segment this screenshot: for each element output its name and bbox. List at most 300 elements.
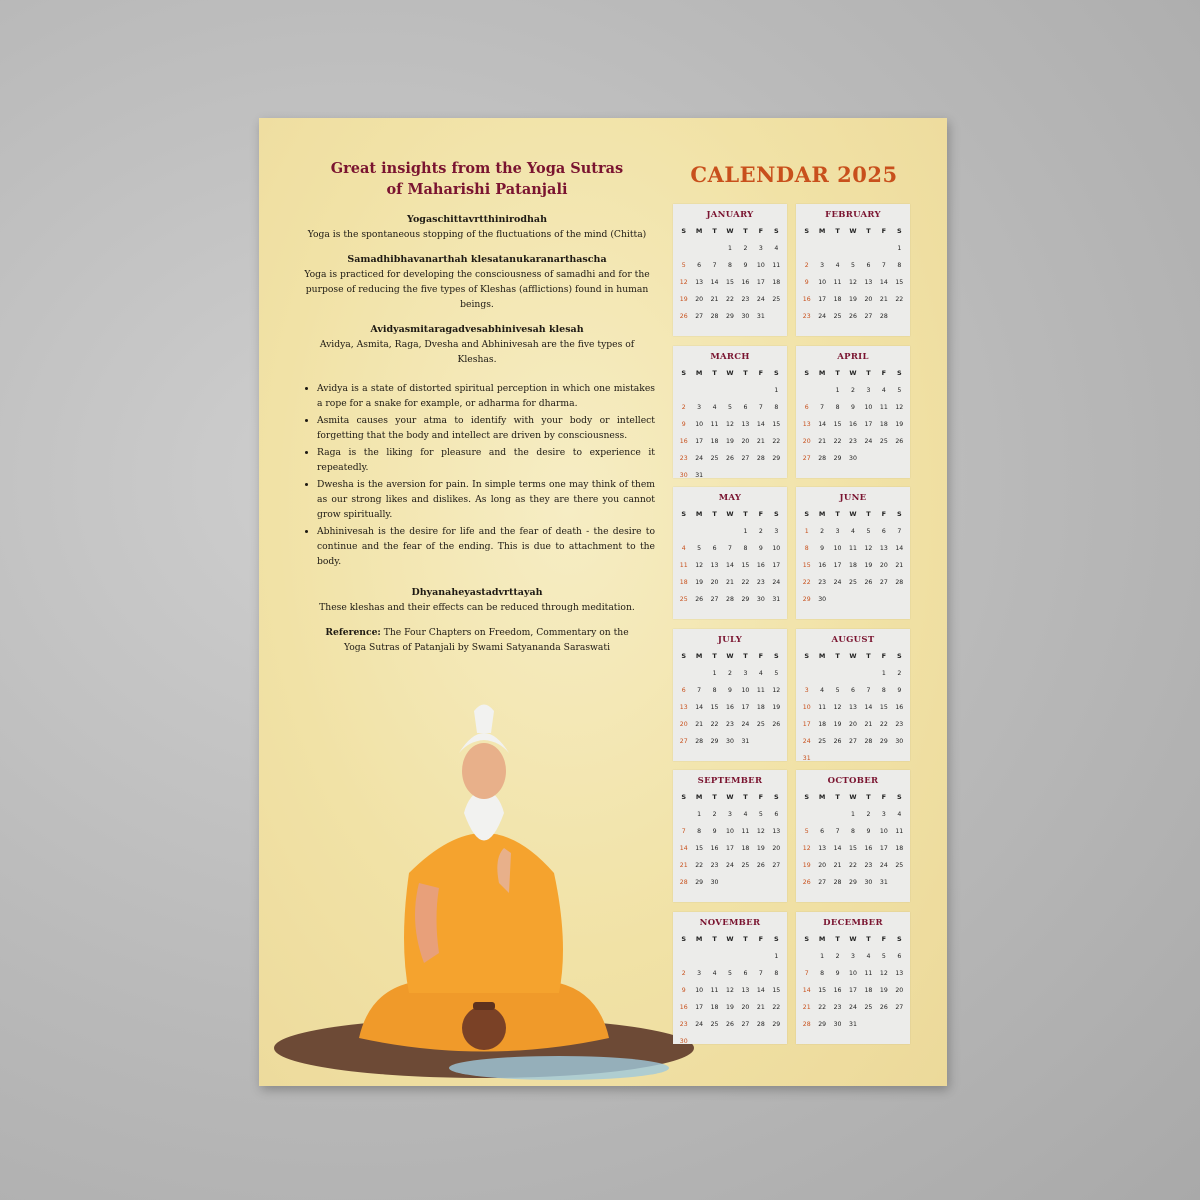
weekday-label: W — [726, 227, 734, 235]
day-cell: 25 — [864, 1003, 873, 1011]
day-cell: 19 — [879, 986, 888, 994]
day-grid — [799, 222, 907, 325]
day-cell: 10 — [756, 262, 765, 269]
day-cell: 7 — [681, 828, 686, 835]
day-cell: 20 — [772, 845, 781, 852]
day-cell: 6 — [820, 828, 825, 835]
day-cell: 29 — [741, 596, 750, 603]
day-cell: 22 — [849, 862, 857, 869]
day-cell: 16 — [818, 562, 827, 569]
sutra-4-title: Dhyanaheyastadvrttayah — [411, 587, 543, 598]
weekday-label: S — [804, 934, 810, 943]
day-cell: 4 — [758, 669, 763, 677]
empty-cell — [676, 665, 691, 682]
day-cell: 23 — [895, 720, 904, 728]
day-cell: 21 — [818, 437, 827, 445]
day-cell: 8 — [820, 969, 825, 977]
month-name: SEPTEMBER — [697, 776, 763, 786]
day-grid — [799, 930, 907, 1033]
empty-cell — [691, 523, 706, 540]
day-cell: 13 — [679, 703, 688, 711]
month-name: JULY — [717, 634, 743, 645]
day-cell: 17 — [695, 437, 704, 445]
day-cell: 28 — [895, 579, 904, 586]
day-cell: 13 — [879, 545, 888, 552]
day-cell: 28 — [710, 313, 719, 320]
day-cell: 12 — [695, 562, 704, 569]
day-cell: 22 — [726, 296, 734, 303]
empty-cell — [738, 948, 753, 965]
day-cell: 26 — [802, 879, 811, 886]
day-cell: 29 — [879, 737, 888, 745]
empty-cell — [799, 382, 814, 399]
empty-cell — [676, 523, 691, 540]
day-cell: 30 — [726, 737, 734, 745]
empty-cell — [722, 382, 737, 399]
day-cell: 7 — [897, 528, 902, 535]
day-cell: 2 — [712, 811, 717, 818]
day-cell: 30 — [679, 1037, 688, 1045]
sutra-4-text: These kleshas and their effects can be reduced through meditation. — [319, 602, 635, 613]
day-cell: 1 — [774, 952, 779, 960]
month-name: FEBRUARY — [825, 210, 881, 220]
day-cell: 30 — [756, 596, 765, 603]
day-cell: 3 — [697, 403, 702, 411]
day-cell: 16 — [849, 420, 857, 428]
day-cell: 18 — [756, 703, 765, 711]
day-cell: 13 — [895, 969, 904, 977]
day-cell: 20 — [849, 720, 857, 728]
day-cell: 29 — [695, 879, 704, 886]
day-cell: 25 — [818, 737, 827, 745]
day-cell: 12 — [849, 279, 857, 286]
day-cell: 30 — [818, 596, 827, 603]
day-cell: 27 — [802, 454, 811, 462]
day-cell: 22 — [741, 579, 750, 586]
day-cell: 21 — [756, 1003, 765, 1011]
day-cell: 10 — [772, 545, 781, 552]
day-cell: 7 — [820, 403, 825, 411]
month-name: DECEMBER — [823, 917, 883, 928]
day-cell: 14 — [879, 279, 888, 286]
day-cell: 27 — [679, 737, 688, 745]
weekday-label: T — [712, 651, 717, 660]
month-october — [796, 770, 910, 902]
sutra-2-title: Samadhibhavanarthah klesatanukaranarthascha — [347, 254, 607, 265]
day-cell: 30 — [833, 1020, 842, 1028]
sutra-3-text: Avidya, Asmita, Raga, Dvesha and Abhinivesah are the five types of Kleshas. — [319, 339, 635, 365]
day-cell: 28 — [679, 879, 688, 886]
day-cell: 8 — [851, 828, 855, 835]
day-cell: 10 — [833, 545, 842, 552]
day-grid — [799, 364, 907, 467]
day-cell: 7 — [758, 403, 763, 411]
day-cell: 9 — [681, 986, 686, 994]
day-cell: 24 — [833, 579, 842, 586]
day-cell: 3 — [804, 686, 809, 694]
day-cell: 9 — [866, 828, 871, 835]
weekday-label: T — [743, 227, 748, 235]
day-cell: 3 — [697, 969, 702, 977]
day-cell: 10 — [849, 969, 857, 977]
sutra-1-text: Yoga is the spontaneous stopping of the fluctuations of the mind (Chitta) — [307, 229, 647, 240]
weekday-label: M — [695, 510, 703, 518]
month-september — [673, 770, 787, 902]
day-cell: 22 — [772, 437, 781, 445]
day-cell: 29 — [710, 737, 719, 745]
weekday-label: F — [881, 227, 887, 235]
day-cell: 4 — [835, 262, 840, 269]
month-march — [673, 346, 787, 478]
day-cell: 2 — [758, 528, 763, 535]
weekday-label: T — [835, 510, 840, 518]
day-cell: 5 — [835, 686, 840, 694]
day-cell: 23 — [710, 862, 719, 869]
day-cell: 24 — [772, 579, 781, 586]
day-cell: 17 — [772, 562, 781, 569]
day-cell: 29 — [849, 879, 857, 886]
month-july — [673, 629, 787, 761]
weekday-label: W — [726, 793, 734, 801]
day-cell: 25 — [710, 1020, 719, 1028]
day-cell: 19 — [756, 845, 765, 852]
reference-text: The Four Chapters on Freedom, Commentary on the Yoga Sutras of Patanjali by Swami Satyananda Saraswati — [343, 627, 629, 653]
day-cell: 2 — [820, 528, 825, 535]
day-cell: 30 — [679, 471, 688, 479]
day-cell: 27 — [772, 862, 781, 869]
day-cell: 27 — [695, 313, 704, 320]
day-cell: 9 — [835, 969, 840, 977]
day-cell: 3 — [743, 669, 748, 677]
weekday-label: T — [712, 368, 717, 377]
day-cell: 11 — [679, 562, 688, 569]
day-cell: 2 — [835, 952, 840, 960]
day-cell: 20 — [695, 296, 704, 303]
day-cell: 18 — [895, 845, 904, 852]
day-cell: 6 — [774, 811, 779, 818]
month-august — [796, 629, 910, 761]
weekday-label: M — [818, 651, 826, 660]
day-cell: 14 — [695, 703, 704, 711]
weekday-label: M — [818, 793, 826, 801]
day-cell: 29 — [818, 1020, 827, 1028]
day-cell: 13 — [772, 828, 781, 835]
day-cell: 30 — [864, 879, 873, 886]
day-cell: 20 — [741, 1003, 750, 1011]
day-cell: 26 — [895, 437, 904, 445]
day-cell: 20 — [864, 296, 873, 303]
empty-cell — [814, 665, 829, 682]
weekday-label: M — [695, 651, 703, 660]
day-cell: 16 — [864, 845, 873, 852]
weekday-label: T — [866, 510, 871, 518]
day-cell: 3 — [835, 528, 840, 535]
day-cell: 26 — [695, 596, 704, 603]
day-cell: 31 — [756, 313, 765, 320]
day-cell: 26 — [756, 862, 765, 869]
day-cell: 15 — [818, 986, 827, 994]
weekday-label: F — [758, 793, 764, 801]
empty-cell — [676, 382, 691, 399]
day-cell: 11 — [710, 420, 719, 428]
day-cell: 17 — [756, 279, 765, 286]
day-cell: 1 — [897, 245, 902, 252]
day-cell: 24 — [864, 437, 873, 445]
day-cell: 21 — [864, 720, 873, 728]
day-cell: 13 — [818, 845, 827, 852]
day-cell: 15 — [849, 845, 857, 852]
weekday-label: T — [743, 510, 748, 518]
day-cell: 20 — [802, 437, 811, 445]
weekday-label: W — [726, 651, 734, 660]
day-cell: 22 — [695, 862, 704, 869]
weekday-label: S — [896, 934, 902, 943]
day-cell: 11 — [756, 686, 765, 694]
day-cell: 9 — [820, 545, 825, 552]
day-cell: 25 — [833, 313, 842, 320]
month-january — [673, 204, 787, 336]
empty-cell — [676, 948, 691, 965]
day-cell: 21 — [710, 296, 719, 303]
day-cell: 4 — [866, 952, 871, 960]
day-cell: 14 — [726, 562, 734, 569]
day-cell: 2 — [866, 811, 871, 818]
weekday-label: F — [758, 510, 764, 518]
day-grid — [676, 788, 784, 891]
day-cell: 1 — [881, 669, 886, 677]
day-cell: 15 — [802, 562, 811, 569]
day-cell: 28 — [818, 454, 827, 462]
day-cell: 5 — [758, 811, 763, 818]
day-cell: 30 — [895, 737, 904, 745]
weekday-label: S — [681, 934, 687, 943]
weekday-label: T — [743, 651, 748, 660]
day-cell: 11 — [833, 279, 842, 286]
empty-cell — [722, 523, 737, 540]
empty-cell — [861, 240, 876, 257]
month-name: NOVEMBER — [699, 917, 761, 928]
reference-label: Reference: — [325, 627, 381, 638]
day-cell: 17 — [818, 296, 827, 303]
empty-cell — [691, 948, 706, 965]
day-cell: 17 — [695, 1003, 704, 1011]
weekday-label: S — [896, 227, 902, 235]
empty-cell — [753, 948, 768, 965]
day-cell: 28 — [879, 313, 888, 320]
day-cell: 14 — [756, 420, 765, 428]
day-cell: 22 — [895, 296, 904, 303]
day-cell: 14 — [895, 545, 904, 552]
day-cell: 13 — [695, 279, 704, 286]
day-cell: 4 — [851, 528, 855, 535]
day-cell: 23 — [864, 862, 873, 869]
weekday-label: F — [758, 227, 764, 235]
weekday-label: S — [896, 651, 902, 660]
day-cell: 26 — [726, 454, 734, 462]
empty-cell — [676, 240, 691, 257]
weekday-label: T — [712, 227, 717, 235]
empty-cell — [707, 382, 722, 399]
day-cell: 25 — [849, 579, 857, 586]
day-cell: 9 — [897, 686, 902, 694]
day-cell: 16 — [895, 703, 904, 711]
day-cell: 4 — [820, 686, 825, 694]
day-grid — [799, 505, 907, 608]
day-cell: 13 — [710, 562, 719, 569]
day-cell: 24 — [741, 720, 750, 728]
weekday-label: W — [849, 934, 857, 943]
day-cell: 19 — [802, 862, 811, 869]
day-grid — [799, 647, 907, 767]
day-cell: 6 — [743, 969, 748, 977]
day-cell: 28 — [833, 879, 842, 886]
empty-cell — [814, 382, 829, 399]
weekday-label: W — [726, 934, 734, 943]
weekday-label: F — [758, 934, 764, 943]
day-cell: 26 — [772, 720, 781, 728]
day-cell: 9 — [681, 420, 686, 428]
day-cell: 1 — [697, 811, 702, 818]
day-cell: 1 — [804, 528, 809, 535]
day-cell: 26 — [679, 313, 688, 320]
day-cell: 14 — [679, 845, 688, 852]
weekday-label: S — [773, 651, 779, 660]
empty-cell — [799, 665, 814, 682]
sutra-3-title: Avidyasmitaragadvesabhinivesah klesah — [370, 324, 584, 335]
day-cell: 27 — [741, 1020, 750, 1028]
weekday-label: S — [773, 368, 779, 377]
day-cell: 15 — [710, 703, 719, 711]
weekday-label: S — [773, 227, 779, 235]
empty-cell — [691, 665, 706, 682]
empty-cell — [830, 806, 845, 823]
weekday-label: S — [804, 368, 810, 377]
day-cell: 8 — [774, 969, 779, 977]
weekday-label: S — [681, 368, 687, 377]
day-cell: 18 — [864, 986, 873, 994]
day-cell: 13 — [741, 986, 750, 994]
day-cell: 6 — [897, 952, 902, 960]
day-cell: 12 — [756, 828, 765, 835]
weekday-label: F — [758, 368, 764, 377]
month-name: MAY — [718, 493, 742, 503]
day-cell: 23 — [741, 296, 750, 303]
klesha-item-raga: • Raga is the liking for pleasure and the desire to experience it repeatedly. — [317, 445, 655, 475]
day-cell: 27 — [741, 454, 750, 462]
weekday-label: S — [681, 651, 687, 660]
empty-cell — [814, 240, 829, 257]
day-cell: 13 — [849, 703, 857, 711]
day-cell: 8 — [804, 545, 809, 552]
day-cell: 5 — [728, 403, 732, 411]
day-cell: 4 — [881, 386, 886, 394]
month-name: JANUARY — [706, 210, 754, 220]
day-cell: 20 — [710, 579, 719, 586]
day-cell: 14 — [864, 703, 873, 711]
day-cell: 12 — [895, 403, 904, 411]
title-line-2: of Maharishi Patanjali — [386, 181, 568, 198]
month-name: OCTOBER — [827, 776, 879, 786]
day-cell: 10 — [695, 986, 704, 994]
empty-cell — [845, 665, 860, 682]
day-cell: 11 — [710, 986, 719, 994]
day-cell: 29 — [802, 596, 811, 603]
day-cell: 25 — [741, 862, 750, 869]
day-cell: 3 — [881, 811, 886, 818]
day-cell: 28 — [864, 737, 873, 745]
weekday-label: W — [849, 510, 857, 518]
weekday-label: S — [804, 510, 810, 518]
day-cell: 5 — [774, 669, 779, 677]
weekday-label: M — [695, 934, 703, 943]
day-cell: 17 — [741, 703, 750, 711]
day-cell: 31 — [849, 1020, 857, 1028]
day-cell: 18 — [710, 1003, 719, 1011]
weekday-label: M — [695, 368, 703, 377]
empty-cell — [753, 382, 768, 399]
day-cell: 6 — [804, 403, 809, 411]
day-grid — [676, 930, 784, 1050]
day-cell: 22 — [772, 1003, 781, 1011]
weekday-label: T — [743, 793, 748, 801]
day-cell: 15 — [772, 986, 781, 994]
day-cell: 14 — [756, 986, 765, 994]
weekday-label: W — [849, 651, 857, 660]
day-cell: 17 — [802, 720, 811, 728]
weekday-label: W — [849, 793, 857, 801]
day-cell: 21 — [833, 862, 842, 869]
day-cell: 21 — [756, 437, 765, 445]
day-cell: 8 — [881, 686, 886, 694]
day-cell: 17 — [849, 986, 857, 994]
day-cell: 28 — [802, 1020, 811, 1028]
day-cell: 11 — [741, 828, 750, 835]
day-cell: 8 — [897, 262, 902, 269]
day-cell: 28 — [756, 454, 765, 462]
day-cell: 2 — [851, 386, 855, 394]
day-cell: 1 — [728, 245, 732, 252]
day-cell: 19 — [695, 579, 704, 586]
empty-cell — [707, 523, 722, 540]
day-cell: 9 — [758, 545, 763, 552]
day-cell: 31 — [741, 737, 750, 745]
day-cell: 24 — [756, 296, 765, 303]
day-cell: 27 — [710, 596, 719, 603]
day-cell: 14 — [802, 986, 811, 994]
insights-title — [299, 158, 655, 200]
day-cell: 26 — [726, 1020, 734, 1028]
weekday-label: T — [835, 934, 840, 943]
day-cell: 10 — [818, 279, 827, 286]
day-cell: 4 — [712, 403, 717, 411]
day-cell: 27 — [895, 1003, 904, 1011]
weekday-label: T — [743, 368, 748, 377]
day-cell: 5 — [804, 828, 809, 835]
weekday-label: S — [773, 510, 779, 518]
poster — [259, 118, 947, 1086]
empty-cell — [814, 806, 829, 823]
day-cell: 1 — [851, 811, 855, 818]
day-cell: 31 — [772, 596, 781, 603]
day-cell: 30 — [741, 313, 750, 320]
day-cell: 12 — [864, 545, 873, 552]
day-cell: 9 — [851, 403, 855, 411]
empty-cell — [707, 948, 722, 965]
title-line-1: Great insights from the Yoga Sutras — [330, 160, 624, 177]
day-cell: 4 — [774, 245, 779, 252]
weekday-label: F — [881, 368, 887, 377]
day-cell: 11 — [818, 703, 827, 711]
